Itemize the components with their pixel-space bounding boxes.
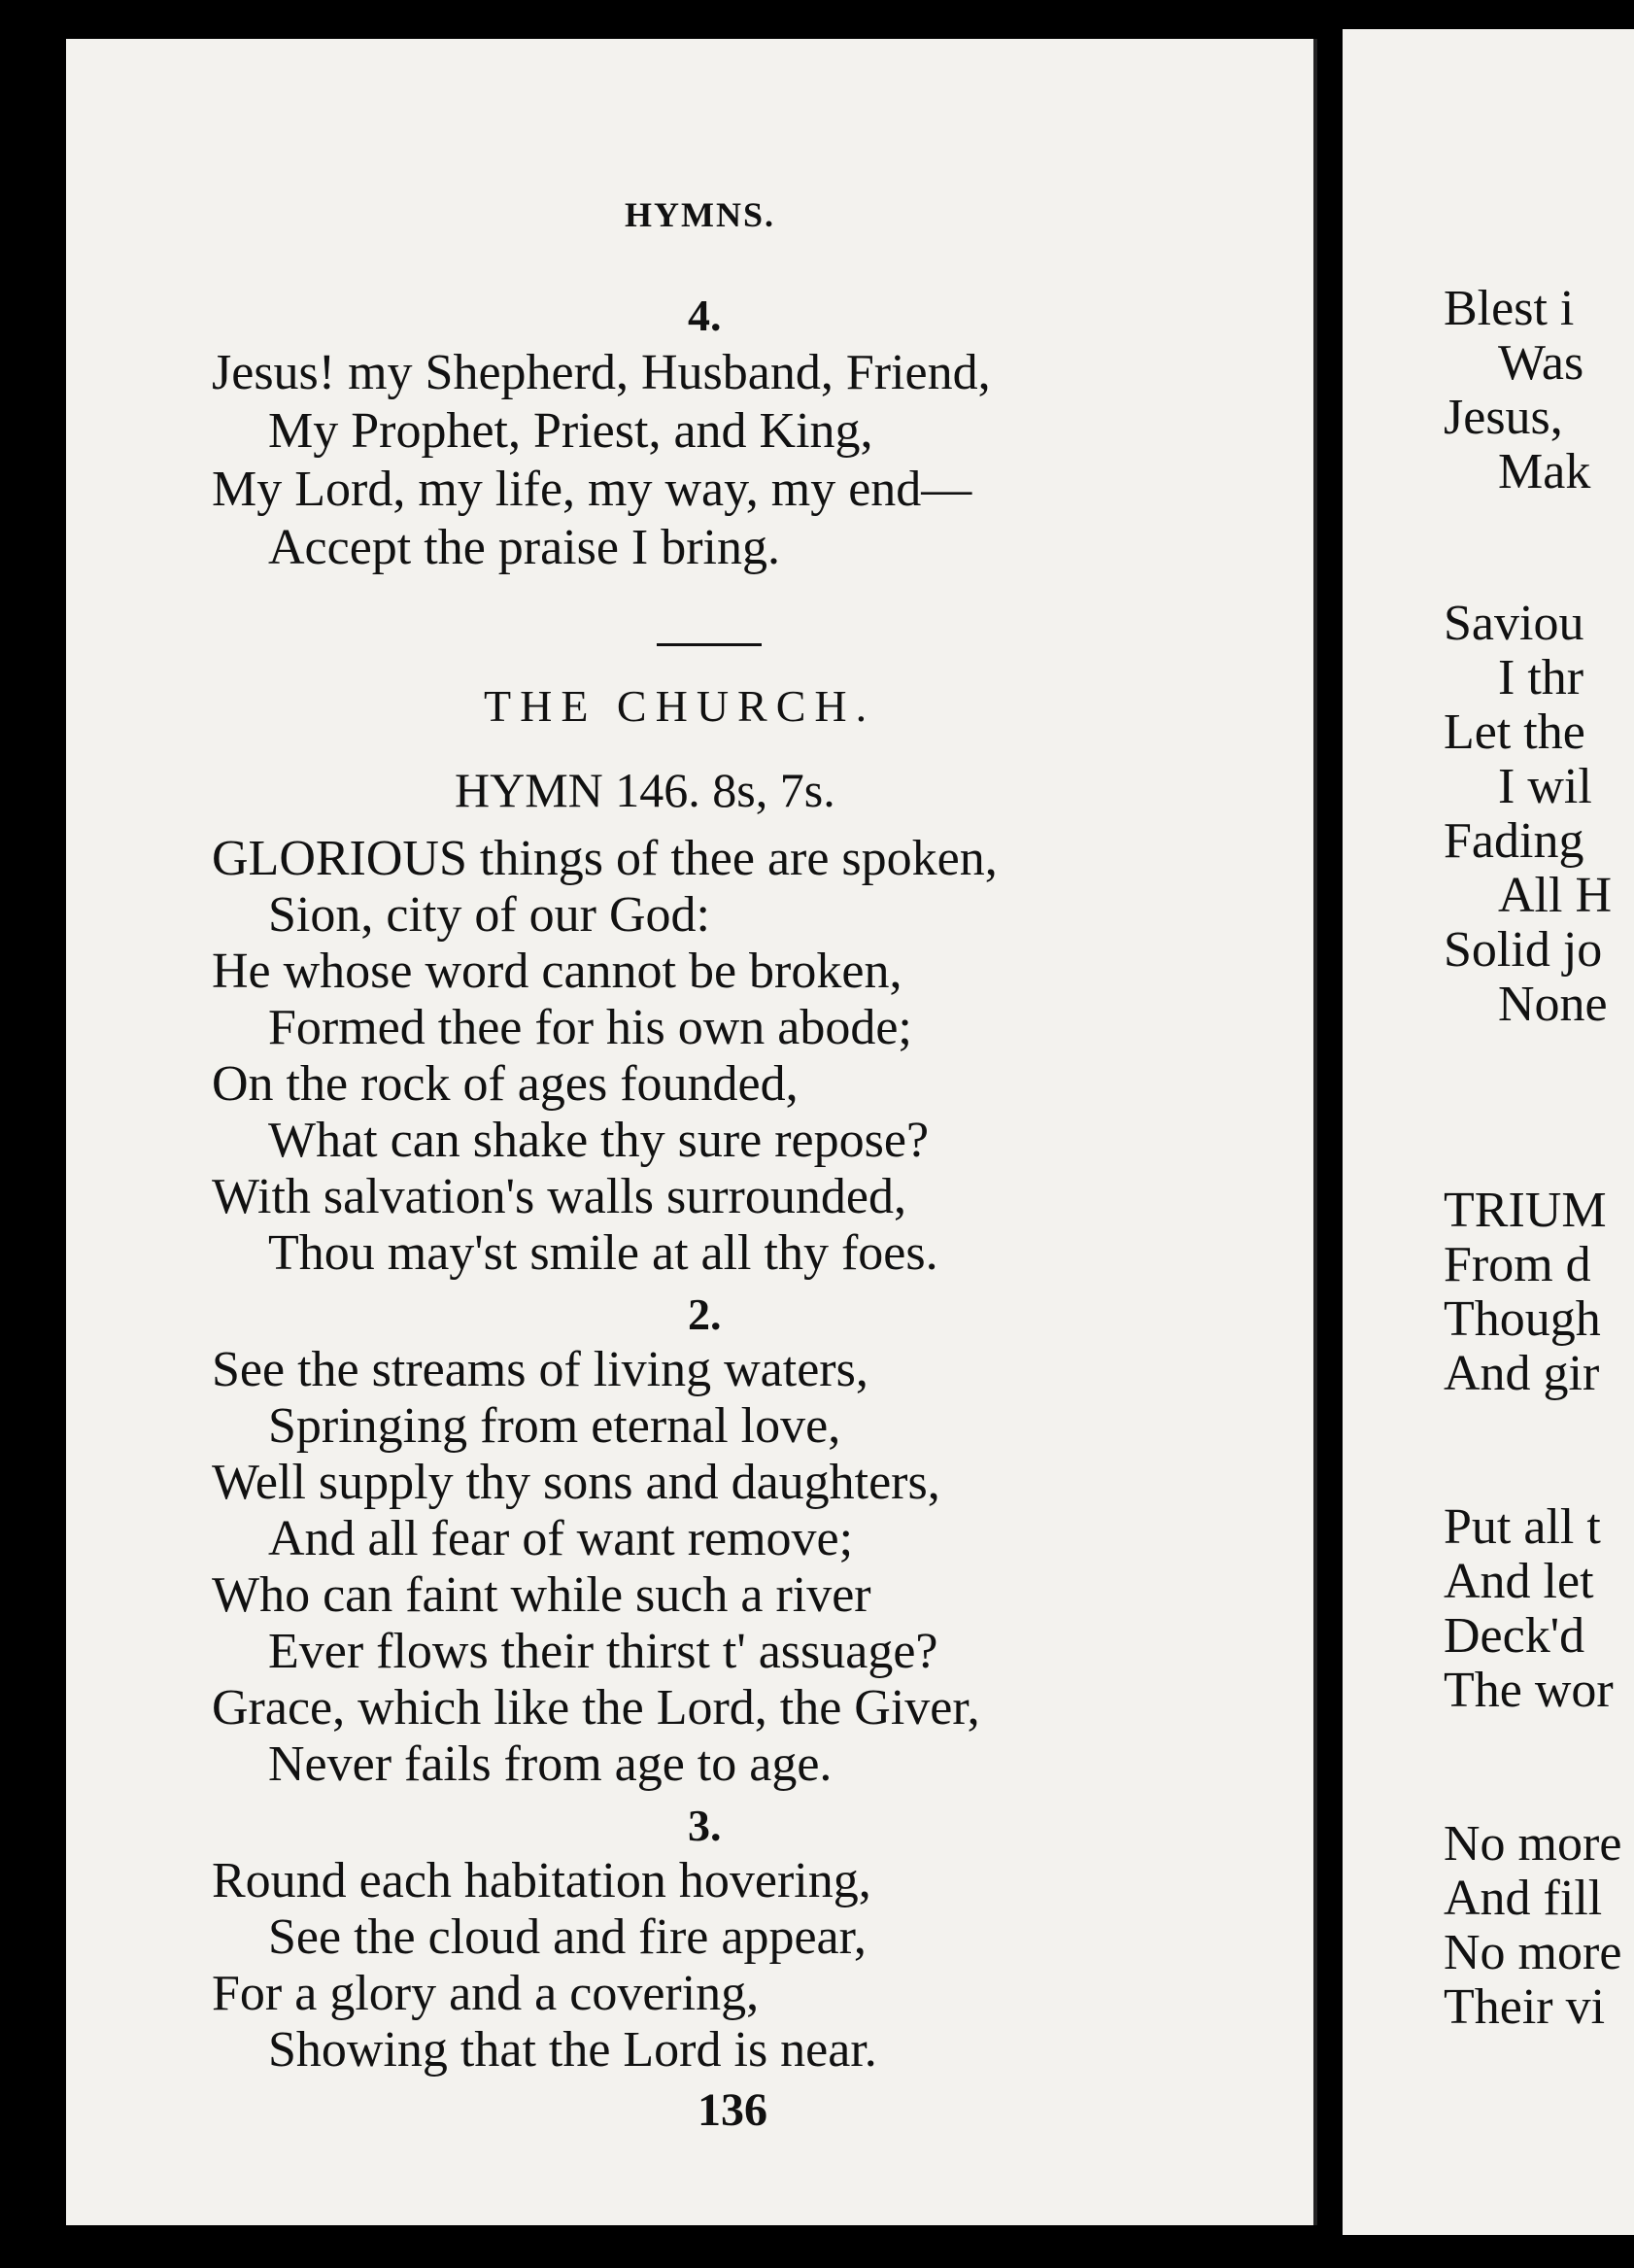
stanza-2-line-7: Grace, which like the Lord, the Giver, (212, 1680, 980, 1735)
stanza-2-line-4: And all fear of want remove; (268, 1511, 854, 1566)
right-fragment-4: Mak (1498, 444, 1591, 499)
right-fragment-12: None (1498, 977, 1608, 1032)
stanza-3-line-2: See the cloud and fire appear, (268, 1909, 867, 1965)
stanza-number-2: 2. (688, 1289, 722, 1339)
hymn-title: HYMN 146. 8s, 7s. (455, 763, 835, 817)
right-fragment-11: Solid jo (1444, 922, 1603, 978)
prev-hymn-line-1: Jesus! my Shepherd, Husband, Friend, (212, 345, 991, 400)
stanza-number-3: 3. (688, 1801, 722, 1850)
prev-hymn-line-2: My Prophet, Priest, and King, (268, 403, 873, 459)
right-fragment-1: Blest i (1444, 281, 1575, 336)
stanza-1-line-3: He whose word cannot be broken, (212, 944, 902, 999)
running-head: HYMNS. (625, 195, 775, 234)
right-fragment-17: Put all t (1444, 1499, 1601, 1555)
right-fragment-15: Though (1444, 1291, 1601, 1347)
right-fragment-23: No more (1444, 1925, 1622, 1980)
right-fragment-5: Saviou (1444, 596, 1584, 651)
stanza-1-line-2: Sion, city of our God: (268, 887, 710, 943)
right-fragment-16: And gir (1444, 1346, 1600, 1401)
stanza-3-line-4: Showing that the Lord is near. (268, 2022, 877, 2078)
stanza-1-line-6: What can shake thy sure repose? (268, 1113, 930, 1168)
right-fragment-14: From d (1444, 1237, 1591, 1292)
right-book-page (1343, 29, 1634, 2235)
right-fragment-13: TRIUM (1444, 1183, 1607, 1238)
right-fragment-20: The wor (1444, 1663, 1614, 1718)
right-fragment-8: I wil (1498, 759, 1592, 814)
stanza-2-line-8: Never fails from age to age. (268, 1736, 833, 1792)
stanza-1-line-7: With salvation's walls surrounded, (212, 1169, 906, 1224)
stanza-number-prev: 4. (688, 291, 722, 340)
right-fragment-6: I thr (1498, 650, 1584, 705)
right-fragment-22: And fill (1444, 1871, 1603, 1926)
stanza-1-line-1: GLORIOUS things of thee are spoken, (212, 831, 998, 886)
prev-hymn-line-4: Accept the praise I bring. (268, 520, 781, 575)
prev-hymn-line-3: My Lord, my life, my way, my end— (212, 462, 972, 517)
left-book-page (66, 39, 1317, 2225)
stanza-2-line-2: Springing from eternal love, (268, 1398, 841, 1454)
stanza-1-line-5: On the rock of ages founded, (212, 1056, 799, 1112)
right-fragment-3: Jesus, (1444, 390, 1563, 445)
section-title: THE CHURCH. (484, 681, 876, 731)
stanza-2-line-1: See the streams of living waters, (212, 1342, 868, 1397)
right-fragment-21: No more (1444, 1816, 1622, 1872)
stanza-1-line-4: Formed thee for his own abode; (268, 1000, 912, 1055)
right-fragment-24: Their vi (1444, 1979, 1606, 2035)
stanza-1-line-8: Thou may'st smile at all thy foes. (268, 1225, 938, 1281)
right-fragment-19: Deck'd (1444, 1608, 1585, 1664)
stanza-2-line-5: Who can faint while such a river (212, 1567, 871, 1623)
stanza-2-line-3: Well supply thy sons and daughters, (212, 1455, 940, 1510)
page-number: 136 (698, 2084, 767, 2136)
right-fragment-18: And let (1444, 1554, 1594, 1609)
stanza-2-line-6: Ever flows their thirst t' assuage? (268, 1624, 938, 1679)
right-fragment-9: Fading (1444, 813, 1584, 869)
right-fragment-7: Let the (1444, 704, 1585, 760)
stanza-3-line-3: For a glory and a covering, (212, 1966, 760, 2021)
right-fragment-10: All H (1498, 868, 1612, 923)
stanza-3-line-1: Round each habitation hovering, (212, 1853, 871, 1908)
section-rule (657, 643, 762, 646)
right-fragment-2: Was (1498, 335, 1584, 391)
